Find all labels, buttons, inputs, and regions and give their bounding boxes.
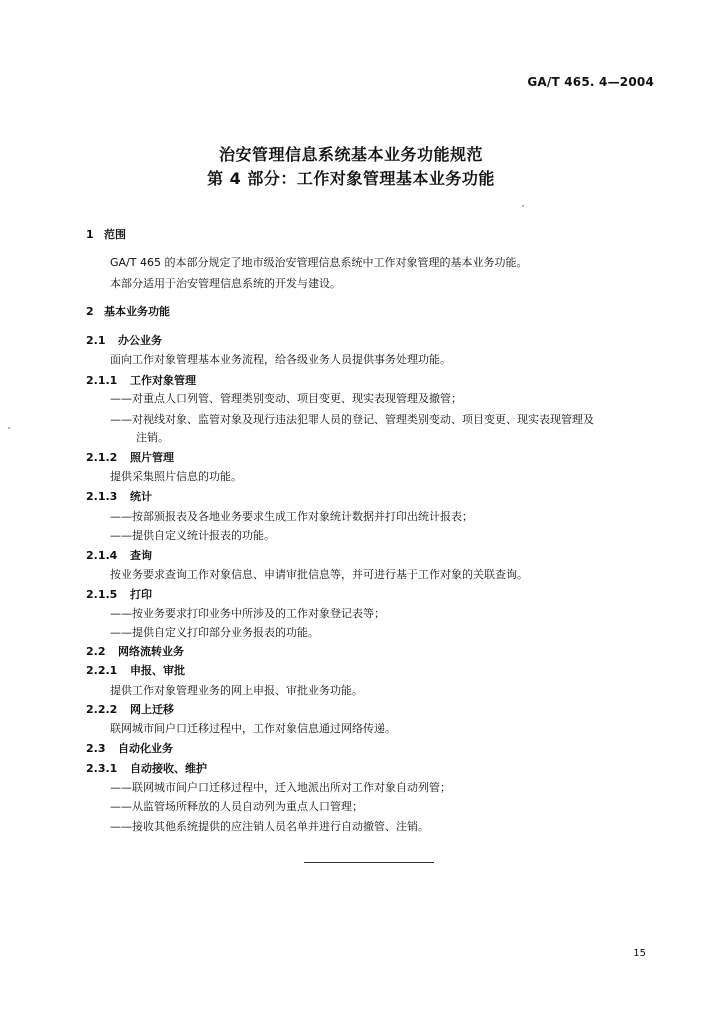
list-item: ——按部颁报表及各地业务要求生成工作对象统计数据并打印出统计报表；	[110, 510, 473, 523]
list-item-continuation: 注销。	[136, 431, 169, 444]
section-heading: 照片管理	[130, 451, 174, 464]
scan-speck	[8, 427, 10, 429]
list-item: ——按业务要求打印业务中所涉及的工作对象登记表等；	[110, 607, 385, 620]
section-heading: 网上迁移	[130, 703, 174, 716]
section-number: 2.1.4	[86, 549, 118, 562]
section-heading: 自动化业务	[118, 742, 173, 755]
paragraph: 本部分适用于治安管理信息系统的开发与建设。	[110, 277, 341, 290]
document-title-line2: 第 4 部分：工作对象管理基本业务功能	[207, 169, 495, 188]
end-rule	[304, 862, 434, 863]
list-item: ——提供自定义统计报表的功能。	[110, 529, 275, 542]
section-number: 2.2	[86, 645, 106, 658]
section-heading: 打印	[130, 588, 152, 601]
section-heading: 自动接收、维护	[130, 762, 207, 775]
section-heading: 办公业务	[118, 334, 162, 347]
section-number: 2	[86, 305, 94, 318]
section-number: 2.1.1	[86, 374, 118, 387]
section-heading: 工作对象管理	[130, 374, 196, 387]
section-number: 2.1.3	[86, 490, 118, 503]
paragraph: 提供采集照片信息的功能。	[110, 470, 242, 483]
section-heading: 统计	[130, 490, 152, 503]
paragraph: 提供工作对象管理业务的网上申报、审批业务功能。	[110, 684, 363, 697]
section-heading: 查询	[130, 549, 152, 562]
section-heading: 网络流转业务	[118, 645, 184, 658]
paragraph: 联网城市间户口迁移过程中，工作对象信息通过网络传递。	[110, 722, 396, 735]
paragraph: 面向工作对象管理基本业务流程，给各级业务人员提供事务处理功能。	[110, 353, 451, 366]
section-heading: 范围	[104, 228, 126, 241]
list-item: ——联网城市间户口迁移过程中，迁入地派出所对工作对象自动列管；	[110, 781, 451, 794]
section-number: 2.1.5	[86, 588, 118, 601]
section-heading: 基本业务功能	[104, 305, 170, 318]
section-number: 2.3	[86, 742, 106, 755]
section-number: 2.1.2	[86, 451, 118, 464]
paragraph: GA/T 465 的本部分规定了地市级治安管理信息系统中工作对象管理的基本业务功能。	[110, 256, 528, 269]
list-item: ——从监管场所释放的人员自动列为重点人口管理；	[110, 800, 363, 813]
document-title-line1: 治安管理信息系统基本业务功能规范	[218, 145, 483, 164]
page-number: 15	[633, 948, 646, 959]
section-number: 2.1	[86, 334, 106, 347]
section-number: 2.3.1	[86, 762, 118, 775]
list-item: ——接收其他系统提供的应注销人员名单并进行自动撤管、注销。	[110, 820, 429, 833]
scan-speck	[522, 205, 524, 207]
section-heading: 申报、审批	[130, 664, 185, 677]
section-number: 2.2.2	[86, 703, 118, 716]
section-number: 2.2.1	[86, 664, 118, 677]
document-code: GA/T 465. 4—2004	[527, 75, 654, 89]
section-number: 1	[86, 228, 94, 241]
list-item: ——提供自定义打印部分业务报表的功能。	[110, 626, 319, 639]
paragraph: 按业务要求查询工作对象信息、申请审批信息等，并可进行基于工作对象的关联查询。	[110, 568, 528, 581]
list-item: ——对重点人口列管、管理类别变动、项目变更、现实表现管理及撤管；	[110, 392, 462, 405]
list-item: ——对视线对象、监管对象及现行违法犯罪人员的登记、管理类别变动、项目变更、现实表现管理及	[110, 413, 594, 426]
